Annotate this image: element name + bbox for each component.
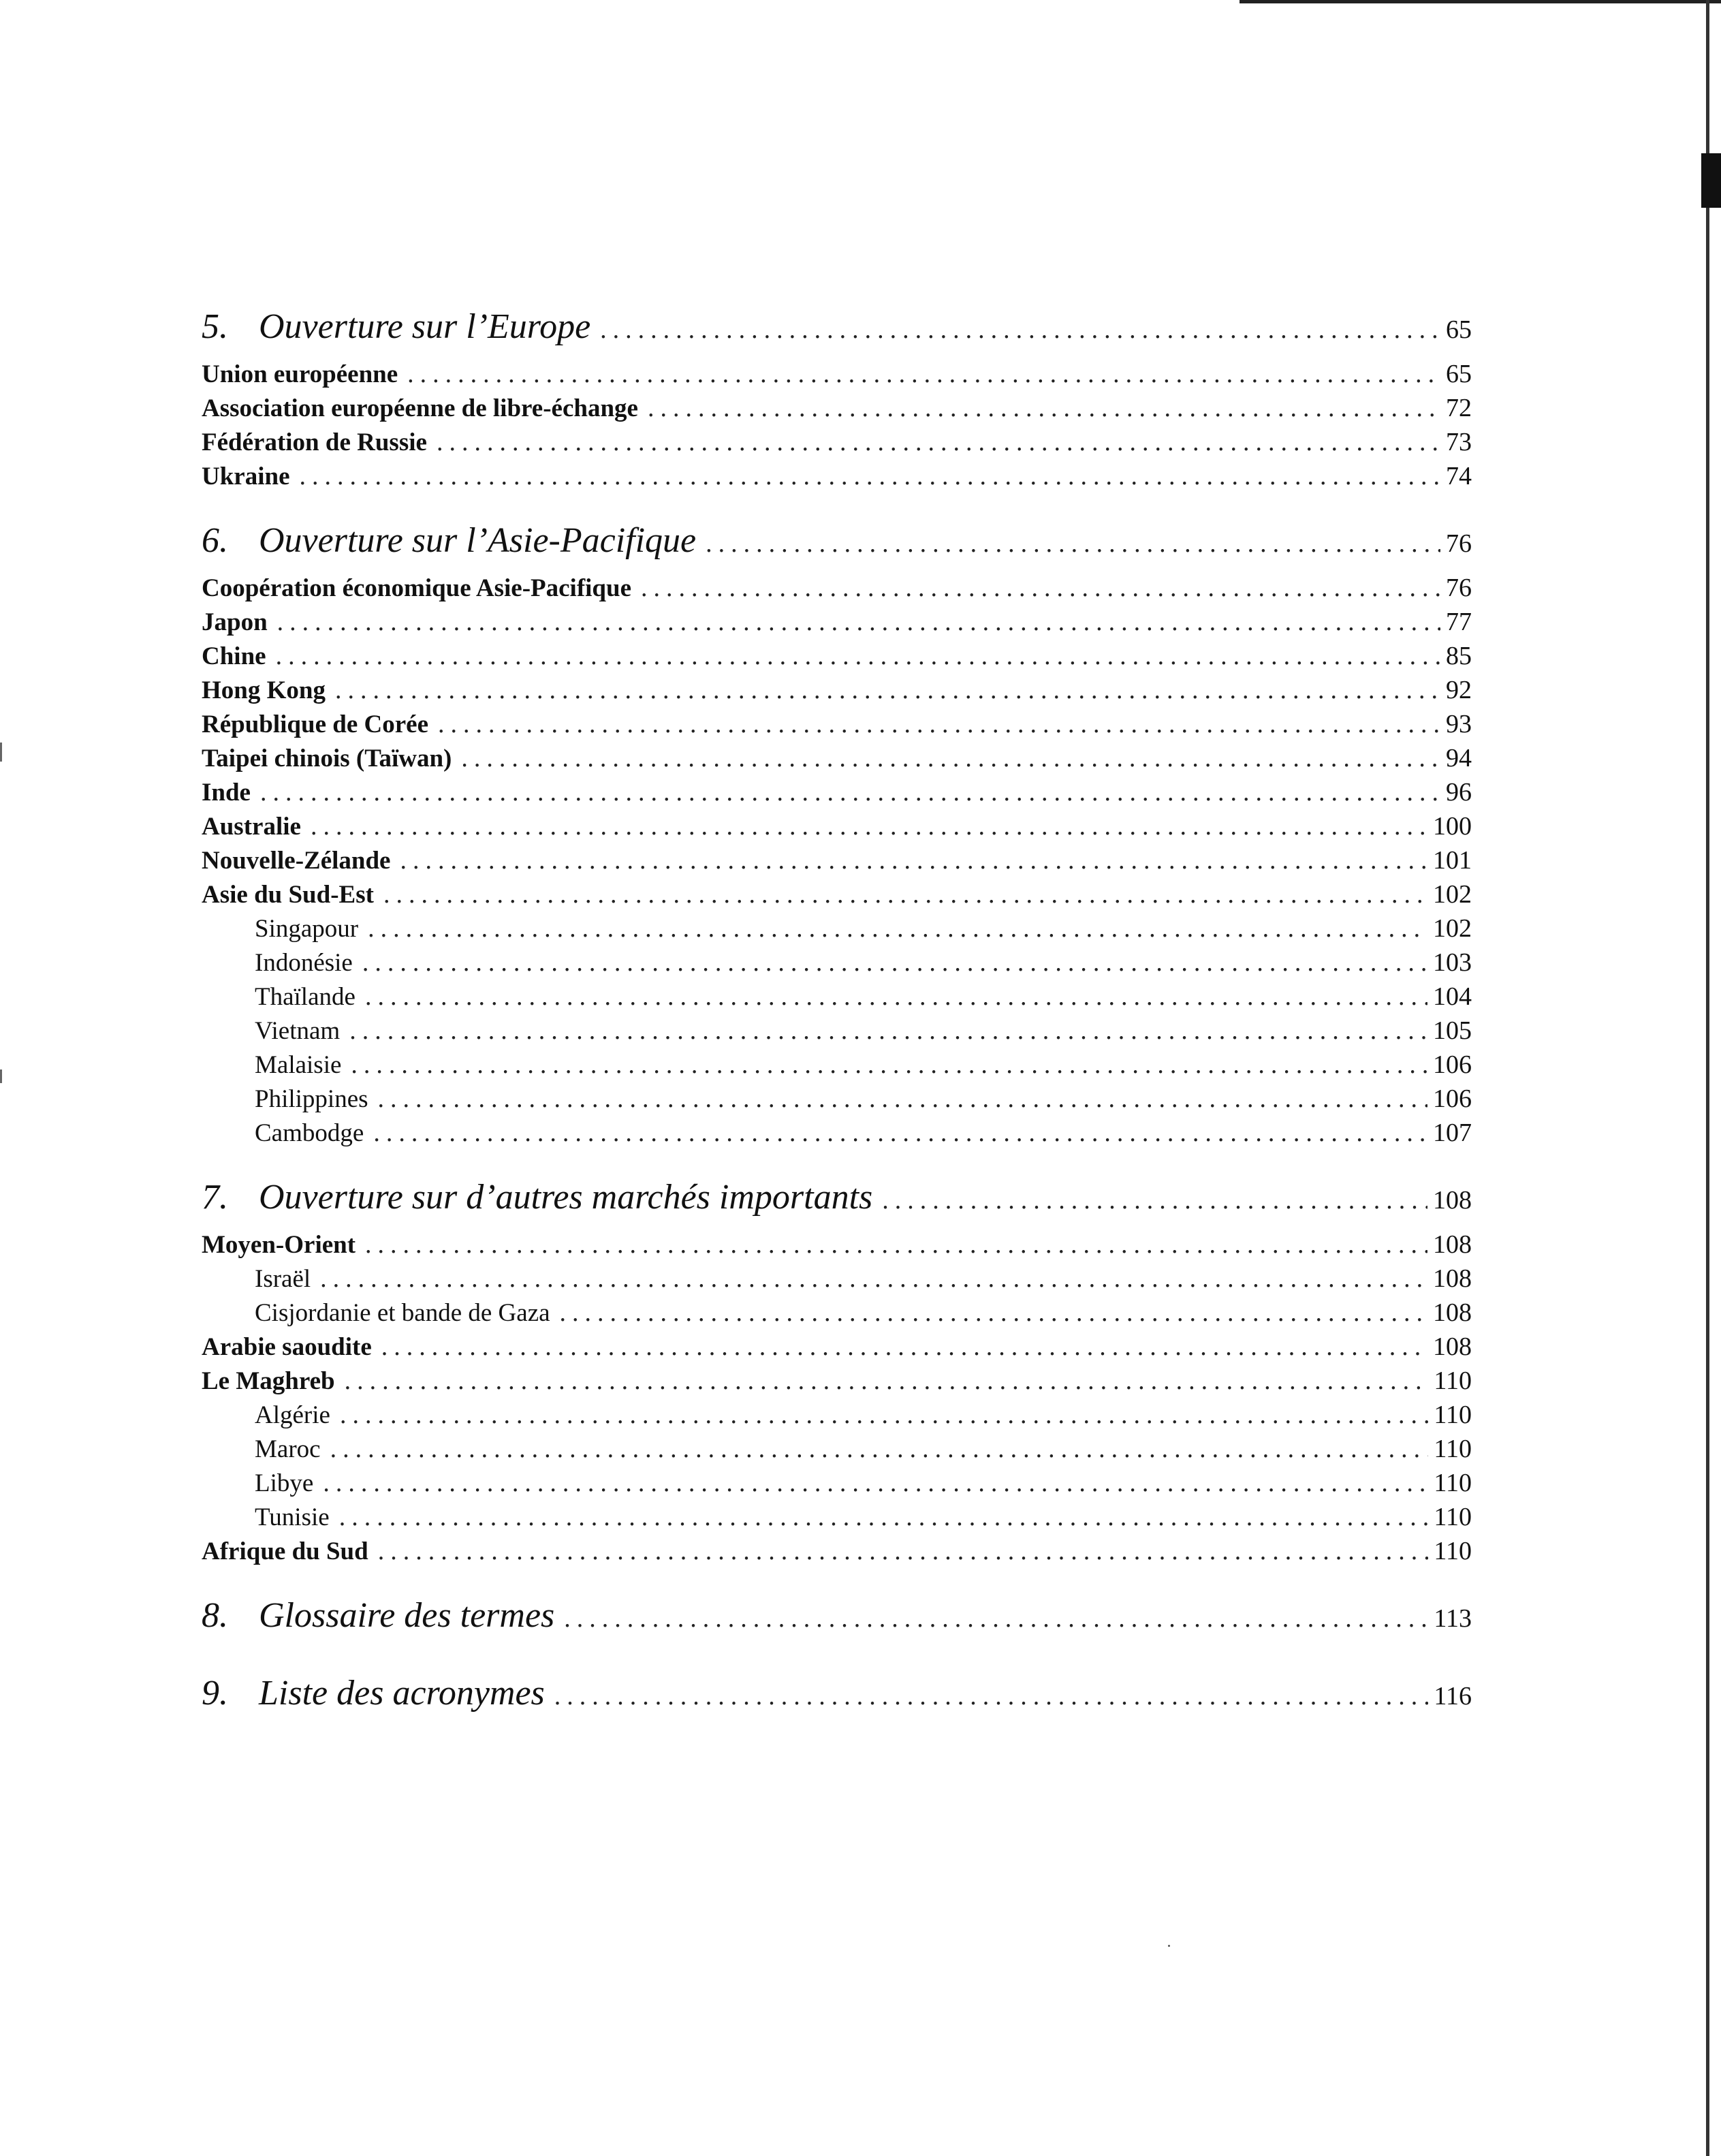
entry-page-number: 108 bbox=[1433, 1230, 1472, 1259]
dot-leader bbox=[554, 1666, 1429, 1726]
toc-subentry-row[interactable] bbox=[202, 1296, 1472, 1330]
dot-leader bbox=[373, 1116, 1427, 1150]
chapter-title-text: Ouverture sur l’Europe bbox=[259, 307, 591, 346]
chapter-number: 9. bbox=[202, 1674, 228, 1713]
toc-entry-row[interactable] bbox=[202, 1364, 1472, 1398]
dot-leader bbox=[600, 300, 1440, 360]
entry-page-number: 108 bbox=[1433, 1298, 1472, 1327]
toc-subentry-row[interactable] bbox=[202, 1014, 1472, 1048]
entry-label: Asie du Sud-Est bbox=[202, 881, 374, 909]
entry-page-number: 96 bbox=[1446, 778, 1472, 807]
entry-page-number: 108 bbox=[1433, 1332, 1472, 1361]
dot-leader bbox=[564, 1589, 1428, 1649]
entry-label: Singapour bbox=[255, 915, 359, 943]
entry-page-number: 77 bbox=[1446, 608, 1472, 636]
scan-speck bbox=[1168, 1945, 1170, 1947]
toc-subentry-row[interactable] bbox=[202, 1082, 1472, 1116]
toc-chapter-row[interactable] bbox=[202, 1168, 1472, 1228]
dot-leader bbox=[345, 1364, 1429, 1398]
entry-page-number: 76 bbox=[1446, 574, 1472, 602]
dot-leader bbox=[365, 980, 1427, 1014]
toc-subentry-row[interactable] bbox=[202, 1466, 1472, 1500]
chapter-title bbox=[202, 1168, 872, 1228]
entry-page-number: 74 bbox=[1446, 462, 1472, 490]
entry-label: Japon bbox=[202, 608, 268, 636]
entry-page-number: 108 bbox=[1433, 1264, 1472, 1293]
dot-leader bbox=[641, 571, 1440, 605]
entry-label: République de Corée bbox=[202, 710, 428, 738]
dot-leader bbox=[339, 1500, 1429, 1534]
toc-entry-row[interactable] bbox=[202, 809, 1472, 843]
entry-label: Nouvelle-Zélande bbox=[202, 847, 391, 875]
entry-label: Taipei chinois (Taïwan) bbox=[202, 745, 452, 772]
entry-page-number: 94 bbox=[1446, 744, 1472, 772]
chapter-page-number: 116 bbox=[1434, 1682, 1472, 1710]
entry-label: Indonésie bbox=[255, 949, 353, 977]
chapter-title bbox=[202, 297, 590, 357]
dot-leader bbox=[407, 357, 1440, 391]
dot-leader bbox=[438, 707, 1440, 741]
toc-entry-row[interactable] bbox=[202, 459, 1472, 493]
dot-leader bbox=[320, 1262, 1427, 1296]
entry-label: Malaisie bbox=[255, 1051, 342, 1079]
dot-leader bbox=[437, 425, 1440, 459]
scan-border-top bbox=[1240, 0, 1721, 3]
chapter-title bbox=[202, 1586, 554, 1646]
entry-page-number: 73 bbox=[1446, 428, 1472, 456]
entry-page-number: 100 bbox=[1433, 812, 1472, 841]
chapter-title-text: Ouverture sur d’autres marchés importants bbox=[259, 1178, 873, 1217]
chapter-title-text: Ouverture sur l’Asie-Pacifique bbox=[259, 521, 697, 560]
toc-subentry-row[interactable] bbox=[202, 980, 1472, 1014]
entry-label: Arabie saoudite bbox=[202, 1333, 372, 1361]
dot-leader bbox=[300, 459, 1441, 493]
entry-page-number: 110 bbox=[1434, 1469, 1472, 1497]
dot-leader bbox=[383, 877, 1427, 911]
dot-leader bbox=[277, 605, 1440, 639]
entry-label: Tunisie bbox=[255, 1503, 330, 1531]
entry-page-number: 101 bbox=[1433, 846, 1472, 875]
entry-label: Coopération économique Asie-Pacifique bbox=[202, 574, 632, 602]
dot-leader bbox=[351, 1048, 1427, 1082]
entry-page-number: 110 bbox=[1434, 1503, 1472, 1531]
entry-page-number: 110 bbox=[1434, 1401, 1472, 1429]
entry-label: Vietnam bbox=[255, 1017, 341, 1045]
dot-leader bbox=[330, 1432, 1429, 1466]
dot-leader bbox=[378, 1082, 1427, 1116]
dot-leader bbox=[349, 1014, 1427, 1048]
entry-page-number: 103 bbox=[1433, 948, 1472, 977]
entry-label: Hong Kong bbox=[202, 676, 326, 704]
toc-entry-row[interactable] bbox=[202, 843, 1472, 877]
toc-entry-row[interactable] bbox=[202, 673, 1472, 707]
scan-edge-mark bbox=[0, 743, 2, 762]
entry-page-number: 107 bbox=[1433, 1119, 1472, 1147]
toc-chapter-row[interactable] bbox=[202, 1586, 1472, 1646]
dot-leader bbox=[381, 1330, 1427, 1364]
toc-subentry-row[interactable] bbox=[202, 946, 1472, 980]
toc-subentry-row[interactable] bbox=[202, 1500, 1472, 1534]
chapter-number: 6. bbox=[202, 521, 228, 560]
entry-page-number: 110 bbox=[1434, 1366, 1472, 1395]
dot-leader bbox=[340, 1398, 1428, 1432]
entry-label: Maroc bbox=[255, 1435, 321, 1463]
entry-page-number: 106 bbox=[1433, 1050, 1472, 1079]
entry-label: Inde bbox=[202, 779, 251, 807]
entry-page-number: 102 bbox=[1433, 914, 1472, 943]
chapter-title-text: Glossaire des termes bbox=[259, 1596, 555, 1635]
toc-entry-row[interactable] bbox=[202, 775, 1472, 809]
entry-page-number: 102 bbox=[1433, 880, 1472, 909]
dot-leader bbox=[706, 514, 1440, 574]
toc-entry-row[interactable] bbox=[202, 391, 1472, 425]
toc-subentry-row[interactable] bbox=[202, 1398, 1472, 1432]
toc-chapter-row[interactable] bbox=[202, 511, 1472, 571]
entry-label: Le Maghreb bbox=[202, 1367, 335, 1395]
toc-entry-row[interactable] bbox=[202, 571, 1472, 605]
chapter-number: 8. bbox=[202, 1596, 228, 1635]
dot-leader bbox=[362, 946, 1427, 980]
entry-label: Australie bbox=[202, 813, 301, 841]
toc-subentry-row[interactable] bbox=[202, 1048, 1472, 1082]
scan-border-right bbox=[1706, 0, 1709, 2156]
dot-leader bbox=[560, 1296, 1427, 1330]
entry-label: Israël bbox=[255, 1265, 311, 1293]
chapter-title bbox=[202, 511, 696, 571]
chapter-page-number: 113 bbox=[1434, 1604, 1472, 1633]
table-of-contents bbox=[202, 293, 1472, 1723]
entry-label: Thaïlande bbox=[255, 983, 356, 1011]
entry-page-number: 93 bbox=[1446, 710, 1472, 738]
dot-leader bbox=[648, 391, 1440, 425]
entry-label: Afrique du Sud bbox=[202, 1537, 368, 1565]
toc-entry-row[interactable] bbox=[202, 1330, 1472, 1364]
entry-page-number: 110 bbox=[1434, 1435, 1472, 1463]
toc-entry-row[interactable] bbox=[202, 605, 1472, 639]
toc-subentry-row[interactable] bbox=[202, 1262, 1472, 1296]
dot-leader bbox=[311, 809, 1427, 843]
toc-subentry-row[interactable] bbox=[202, 1116, 1472, 1150]
entry-label: Philippines bbox=[255, 1085, 368, 1113]
dot-leader bbox=[882, 1170, 1427, 1230]
dot-leader bbox=[260, 775, 1440, 809]
toc-entry-row[interactable] bbox=[202, 1534, 1472, 1568]
entry-label: Chine bbox=[202, 642, 266, 670]
entry-page-number: 110 bbox=[1434, 1537, 1472, 1565]
entry-label: Libye bbox=[255, 1469, 314, 1497]
toc-entry-row[interactable] bbox=[202, 877, 1472, 911]
dot-leader bbox=[365, 1228, 1427, 1262]
entry-page-number: 85 bbox=[1446, 642, 1472, 670]
dot-leader bbox=[276, 639, 1440, 673]
scan-edge-tab bbox=[1701, 153, 1721, 208]
dot-leader bbox=[461, 741, 1440, 775]
entry-page-number: 92 bbox=[1446, 676, 1472, 704]
entry-page-number: 104 bbox=[1433, 982, 1472, 1011]
toc-entry-row[interactable] bbox=[202, 639, 1472, 673]
entry-label: Fédération de Russie bbox=[202, 428, 427, 456]
toc-entry-row[interactable] bbox=[202, 741, 1472, 775]
entry-page-number: 106 bbox=[1433, 1084, 1472, 1113]
chapter-title-text: Liste des acronymes bbox=[259, 1674, 545, 1713]
chapter-page-number: 65 bbox=[1446, 315, 1472, 344]
entry-page-number: 72 bbox=[1446, 394, 1472, 422]
dot-leader bbox=[323, 1466, 1428, 1500]
toc-entry-row[interactable] bbox=[202, 425, 1472, 459]
entry-label: Algérie bbox=[255, 1401, 330, 1429]
chapter-page-number: 108 bbox=[1433, 1186, 1472, 1215]
entry-label: Ukraine bbox=[202, 463, 290, 490]
chapter-number: 5. bbox=[202, 307, 228, 346]
dot-leader bbox=[368, 911, 1427, 946]
entry-label: Cisjordanie et bande de Gaza bbox=[255, 1299, 550, 1327]
chapter-number: 7. bbox=[202, 1178, 228, 1217]
entry-page-number: 65 bbox=[1446, 360, 1472, 388]
toc-entry-row[interactable] bbox=[202, 357, 1472, 391]
dot-leader bbox=[378, 1534, 1429, 1568]
scan-edge-mark bbox=[0, 1069, 2, 1083]
toc-chapter-row[interactable] bbox=[202, 1663, 1472, 1723]
chapter-page-number: 76 bbox=[1446, 529, 1472, 558]
toc-chapter-row[interactable] bbox=[202, 297, 1472, 357]
entry-page-number: 105 bbox=[1433, 1016, 1472, 1045]
entry-label: Union européenne bbox=[202, 360, 398, 388]
dot-leader bbox=[400, 843, 1427, 877]
entry-label: Association européenne de libre-échange bbox=[202, 394, 638, 422]
toc-entry-row[interactable] bbox=[202, 707, 1472, 741]
dot-leader bbox=[335, 673, 1440, 707]
toc-subentry-row[interactable] bbox=[202, 1432, 1472, 1466]
entry-label: Cambodge bbox=[255, 1119, 364, 1147]
chapter-title bbox=[202, 1663, 545, 1723]
toc-entry-row[interactable] bbox=[202, 1228, 1472, 1262]
toc-subentry-row[interactable] bbox=[202, 911, 1472, 946]
entry-label: Moyen-Orient bbox=[202, 1231, 356, 1259]
